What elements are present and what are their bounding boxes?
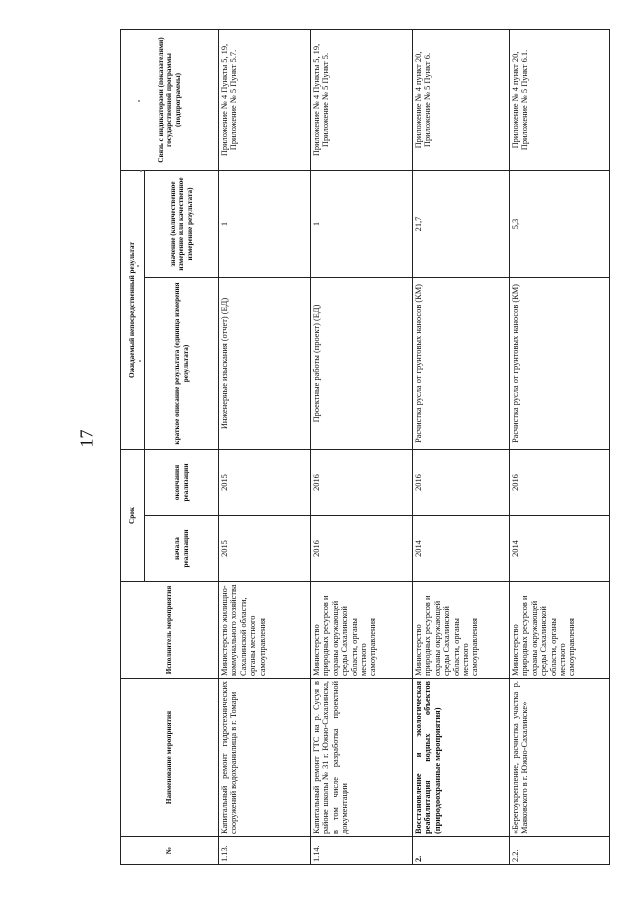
scan-speck [139, 360, 141, 362]
header-name: Наименование мероприятия [121, 679, 219, 837]
row-end: 2015 [219, 450, 311, 516]
row-name: Восстановление и экологическая реабилитация водных объектов (природоохранные мероприятия) [413, 679, 510, 837]
row-end: 2016 [311, 450, 413, 516]
row-name: Капитальный ремонт ГТС на р. Сусуя в районе школы № 31 г. Южно-Сахалинска, в том числе разработка проектной документации [311, 679, 413, 837]
scan-speck [137, 265, 139, 267]
header-executor: Исполнитель мероприятия [121, 582, 219, 679]
row-link: Приложение № 4 пункт 20, Приложение № 5 Пункт 6.1. [510, 30, 610, 171]
header-term-end: окончания реализации [145, 450, 219, 516]
header-link: Связь с индикаторами (показателями) государственной программы (подпрограммы) [121, 30, 219, 171]
row-name: «Берегоукрепление, расчистка участка р. Маяковского в г. Южно-Сахалинске» [510, 679, 610, 837]
table-row [413, 30, 510, 865]
table-row [311, 30, 413, 865]
row-start: 2014 [510, 516, 610, 582]
row-executor: Министерство природных ресурсов и охраны окружающей среды Сахалинской области, органы местного самоуправления [510, 582, 610, 679]
row-desc: Расчистка русла от грунтовых наносов (КМ) [413, 278, 510, 450]
scan-speck [140, 170, 142, 172]
table-row [510, 30, 610, 865]
scan-speck [138, 100, 140, 102]
row-executor: Министерство природных ресурсов и охраны окружающей среды Сахалинской области, органы местного самоуправления [311, 582, 413, 679]
row-executor: Министерство природных ресурсов и охраны окружающей среды Сахалинской области, органы местного самоуправления [413, 582, 510, 679]
row-value: 21,7 [413, 171, 510, 278]
row-value: 1 [311, 171, 413, 278]
table-row [219, 30, 311, 865]
row-end: 2016 [510, 450, 610, 516]
rotated-table-wrapper [120, 30, 620, 865]
header-result: Ожидаемый непосредственный результат [121, 171, 145, 450]
header-term-start: начала реализации [145, 516, 219, 582]
row-start: 2014 [413, 516, 510, 582]
row-link: Приложение № 4 пункт 20, Приложение № 5 Пункт 6. [413, 30, 510, 171]
row-desc: Инженерные изыскания (отчет) (ЕД) [219, 278, 311, 450]
header-result-value: значение (количественное измерение или качественное измерение результата) [145, 171, 219, 278]
row-executor: Министерство жилищно-коммунального хозяйства Сахалинской области, органы местного самоуправления [219, 582, 311, 679]
row-value: 1 [219, 171, 311, 278]
row-value: 5,3 [510, 171, 610, 278]
row-name: Капитальный ремонт гидротехнических сооружений водохранилища в г. Томари [219, 679, 311, 837]
page-number: 17 [76, 429, 97, 448]
row-num: 1.13. [219, 837, 311, 865]
header-result-desc: краткое описание результата (единица измерения результата) [145, 278, 219, 450]
row-num: 2. [413, 837, 510, 865]
row-num: 2.2. [510, 837, 610, 865]
header-term: Срок [121, 450, 145, 582]
row-start: 2015 [219, 516, 311, 582]
row-link: Приложение № 4 Пункты 5, 19, Приложение № 5 Пункт 5. [311, 30, 413, 171]
row-num: 1.14. [311, 837, 413, 865]
row-desc: Расчистка русла от грунтовых наносов (КМ) [510, 278, 610, 450]
row-link: Приложение № 4 Пункты 5, 19, Приложение № 5 Пункт 5.7. [219, 30, 311, 171]
row-desc: Проектные работы (проект) (ЕД) [311, 278, 413, 450]
row-end: 2016 [413, 450, 510, 516]
activities-table [120, 29, 610, 865]
header-num: № [121, 837, 219, 865]
row-start: 2016 [311, 516, 413, 582]
